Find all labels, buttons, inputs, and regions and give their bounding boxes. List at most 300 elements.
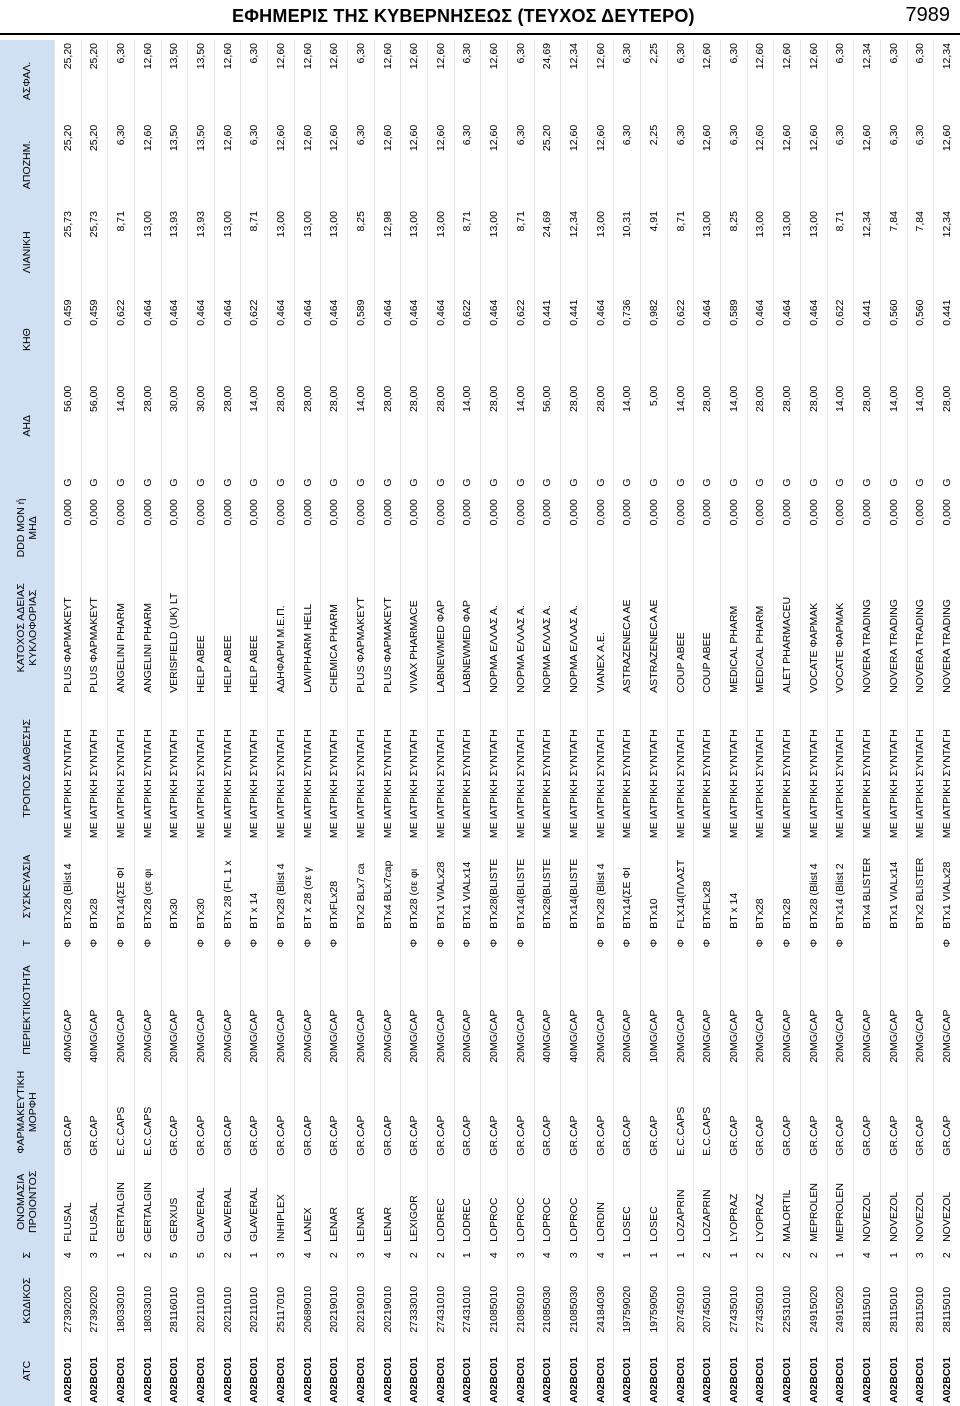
table-cell: 24184030 — [594, 1285, 607, 1333]
table-cell: G — [567, 478, 580, 487]
table-cell: A02BC01 — [115, 1356, 128, 1403]
table-row — [880, 40, 907, 1406]
table-cell: A02BC01 — [727, 1356, 740, 1403]
table-cell: ΜΕ ΙΑΤΡΙΚΗ ΣΥΝΤΑΓΗ — [887, 729, 900, 839]
table-cell: 2,25 — [647, 43, 660, 64]
table-cell: NOVEZOL — [887, 1191, 900, 1242]
table-cell: 6,30 — [248, 124, 261, 146]
table-cell: 2 — [328, 1252, 341, 1259]
table-cell: 0,000 — [168, 499, 181, 526]
table-cell: Φ — [434, 938, 447, 948]
table-cell: LENAR — [381, 1206, 394, 1242]
table-cell: LOPROC — [541, 1197, 554, 1242]
table-cell: NOVERA TRADING — [914, 599, 927, 693]
table-cell: 19759050 — [647, 1285, 660, 1333]
table-cell: 28115010 — [887, 1286, 900, 1333]
table-cell: 20211010 — [221, 1286, 234, 1333]
table-cell: VIANEX A.E. — [594, 632, 607, 693]
table-cell: 13,00 — [701, 211, 714, 238]
table-cell: LANEX — [301, 1207, 314, 1242]
table-cell: 12,60 — [701, 43, 714, 70]
page-header — [0, 0, 960, 34]
table-cell: A02BC01 — [248, 1356, 261, 1403]
table-cell: 0,589 — [727, 299, 740, 326]
table-cell: 25,20 — [61, 124, 74, 152]
table-cell: 24915020 — [834, 1285, 847, 1333]
table-cell: 20745010 — [701, 1285, 714, 1333]
table-cell: 13,50 — [195, 43, 208, 70]
table-cell: 5 — [195, 1252, 208, 1259]
table-cell: E.C.CAPS — [674, 1106, 687, 1156]
table-cell: 56,00 — [541, 385, 554, 413]
table-cell: LODREC — [434, 1198, 447, 1242]
table-cell: GR.CAP — [408, 1115, 421, 1156]
table-cell: 0,589 — [354, 299, 367, 326]
table-cell: BTxFLx28 — [701, 880, 714, 929]
table-cell: G — [914, 478, 927, 487]
table-cell: 14,00 — [461, 385, 474, 413]
table-cell: BTx28(BLISTE — [488, 858, 501, 929]
table-cell: 6,30 — [834, 43, 847, 64]
table-cell — [374, 932, 401, 955]
table-cell: 21085030 — [567, 1285, 580, 1333]
table-cell: G — [248, 478, 261, 487]
table-cell: ΜΕ ΙΑΤΡΙΚΗ ΣΥΝΤΑΓΗ — [408, 729, 421, 839]
table-cell: LENAR — [354, 1206, 367, 1242]
table-cell: ΜΕ ΙΑΤΡΙΚΗ ΣΥΝΤΑΓΗ — [674, 729, 687, 839]
table-cell: GR.CAP — [61, 1115, 74, 1156]
table-cell: A02BC01 — [647, 1356, 660, 1403]
column-header: ΚΗΘ — [0, 297, 55, 383]
table-cell: 28,00 — [781, 385, 794, 413]
table-cell: 12,60 — [754, 124, 767, 152]
table-cell: 1 — [115, 1252, 128, 1259]
table-cell: Φ — [701, 938, 714, 948]
table-cell: GERTALGIN — [141, 1182, 154, 1242]
table-cell: 25,20 — [88, 124, 101, 152]
table-cell: A02BC01 — [488, 1356, 501, 1403]
table-cell: GR.CAP — [941, 1115, 954, 1156]
table-cell: 2 — [754, 1252, 767, 1259]
table-cell: ΝΟΡΜΑ ΕΛΛΑΣ Α. — [488, 605, 501, 693]
column-header: ΟΝΟΜΑΣΙΑ ΠΡΟΙΟΝΤΟΣ — [0, 1159, 55, 1245]
column-header — [0, 469, 55, 496]
table-cell: 0,622 — [115, 299, 128, 326]
column-header: ΑΗΔ — [0, 383, 55, 469]
table-cell: 27392020 — [88, 1285, 101, 1333]
table-cell: ΜΕ ΙΑΤΡΙΚΗ ΣΥΝΤΑΓΗ — [514, 729, 527, 839]
table-row — [321, 40, 348, 1406]
table-cell: 12,60 — [381, 43, 394, 70]
table-cell: 6,30 — [621, 124, 634, 146]
table-cell: 0,000 — [248, 499, 261, 526]
table-cell: G — [354, 478, 367, 487]
table-cell: 2 — [408, 1252, 421, 1259]
table-cell: BTx28(BLISTE — [541, 858, 554, 929]
table-cell: GLAVERAL — [221, 1187, 234, 1242]
table-cell: 20689010 — [301, 1285, 314, 1333]
table-cell: 12,60 — [567, 124, 580, 152]
table-cell: 0,464 — [195, 299, 208, 326]
table-cell: ΑΔΗΦΑΡΜ Μ.Ε.Π. — [274, 605, 287, 693]
table-cell: GR.CAP — [168, 1115, 181, 1156]
table-cell: ΜΕ ΙΑΤΡΙΚΗ ΣΥΝΤΑΓΗ — [488, 729, 501, 839]
table-cell: BTxFLx28 — [328, 880, 341, 929]
column-header: Τ — [0, 932, 55, 955]
column-header: ΣΥΣΚΕΥΑΣΙΑ — [0, 841, 55, 932]
table-cell: 13,50 — [195, 124, 208, 152]
table-cell: 25,20 — [541, 124, 554, 152]
table-row — [55, 40, 82, 1406]
table-cell: 8,25 — [727, 211, 740, 232]
table-cell: 13,00 — [754, 211, 767, 238]
table-cell: 5,00 — [647, 385, 660, 407]
table-cell: LOPROC — [514, 1197, 527, 1242]
table-cell: BTx1 VIALx14 — [461, 861, 474, 929]
table-cell: 0,464 — [701, 299, 714, 326]
table-cell: 27435010 — [754, 1285, 767, 1333]
table-cell: A02BC01 — [274, 1356, 287, 1403]
table-cell: 14,00 — [514, 385, 527, 413]
table-cell: A02BC01 — [381, 1356, 394, 1403]
table-cell: 0,000 — [647, 499, 660, 526]
table-cell: 0,464 — [408, 299, 421, 326]
table-cell: 0,000 — [301, 499, 314, 526]
table-cell: 28115010 — [941, 1286, 954, 1333]
gazette-title: ΕΦΗΜΕΡΙΣ ΤΗΣ ΚΥΒΕΡΝΗΣΕΩΣ (ΤΕΥΧΟΣ ΔΕΥΤΕΡΟ) — [232, 6, 695, 26]
table-cell: Φ — [594, 938, 607, 948]
table-cell: ΜΕ ΙΑΤΡΙΚΗ ΣΥΝΤΑΓΗ — [354, 729, 367, 839]
table-cell: Φ — [221, 938, 234, 948]
table-cell: ΜΕ ΙΑΤΡΙΚΗ ΣΥΝΤΑΓΗ — [727, 729, 740, 839]
table-cell: G — [274, 478, 287, 487]
table-cell: 28,00 — [807, 385, 820, 413]
table-cell: G — [221, 478, 234, 487]
table-cell: G — [141, 478, 154, 487]
table-cell: 3 — [514, 1252, 527, 1259]
table-cell: Φ — [488, 938, 501, 948]
table-row — [294, 40, 321, 1406]
table-cell: 30,00 — [168, 385, 181, 413]
table-cell: 0,000 — [434, 499, 447, 526]
table-cell: ΜΕ ΙΑΤΡΙΚΗ ΣΥΝΤΑΓΗ — [647, 729, 660, 839]
table-cell: 18033010 — [115, 1285, 128, 1333]
table-cell: 14,00 — [115, 385, 128, 413]
table-cell: A02BC01 — [887, 1356, 900, 1403]
table-cell: 40MG/CAP — [88, 1009, 101, 1063]
table-cell: 3 — [274, 1252, 287, 1259]
table-cell: GR.CAP — [328, 1115, 341, 1156]
table-cell: LODREC — [461, 1198, 474, 1242]
table-cell: ΜΕ ΙΑΤΡΙΚΗ ΣΥΝΤΑΓΗ — [701, 729, 714, 839]
table-cell: A02BC01 — [434, 1356, 447, 1403]
table-cell: 20MG/CAP — [461, 1009, 474, 1063]
table-cell: G — [674, 478, 687, 487]
table-cell: A02BC01 — [141, 1356, 154, 1403]
table-cell: MEPROLEN — [834, 1182, 847, 1242]
table-cell: 0,441 — [861, 299, 874, 326]
table-cell: 12,60 — [781, 124, 794, 152]
table-cell: 18033010 — [141, 1285, 154, 1333]
table-cell: GR.CAP — [727, 1115, 740, 1156]
table-cell: 13,93 — [168, 211, 181, 238]
table-row — [907, 40, 934, 1406]
table-cell: 0,441 — [941, 299, 954, 326]
table-cell: 27333010 — [408, 1285, 421, 1333]
table-row — [534, 40, 561, 1406]
table-cell: 12,60 — [488, 124, 501, 152]
table-cell: BTx28 — [781, 898, 794, 929]
table-cell: HELP ABEE — [221, 635, 234, 693]
table-cell: 12,60 — [381, 124, 394, 152]
table-cell: Φ — [807, 938, 820, 948]
table-cell: 0,000 — [807, 499, 820, 526]
table-cell: G — [381, 478, 394, 487]
table-cell: 25,20 — [88, 43, 101, 70]
table-cell: G — [61, 478, 74, 487]
table-cell: 12,60 — [274, 43, 287, 70]
table-cell: G — [781, 478, 794, 487]
table-cell: A02BC01 — [354, 1356, 367, 1403]
table-cell: 0,000 — [61, 499, 74, 526]
table-row — [214, 40, 241, 1406]
table-row — [134, 40, 161, 1406]
table-cell: 20211010 — [195, 1286, 208, 1333]
table-cell: 2 — [434, 1252, 447, 1259]
table-cell: 20MG/CAP — [914, 1009, 927, 1063]
table-cell: Φ — [61, 938, 74, 948]
table-cell: 2 — [941, 1252, 954, 1259]
table-cell: 40MG/CAP — [567, 1009, 580, 1063]
table-cell: Φ — [461, 938, 474, 948]
table-cell — [880, 932, 907, 955]
table-row — [507, 40, 534, 1406]
table-cell: 24,69 — [541, 43, 554, 70]
table-cell: 21085010 — [488, 1285, 501, 1333]
table-cell: GERXUS — [168, 1197, 181, 1242]
table-cell: VIVAX PHARMACE — [408, 600, 421, 693]
table-cell: 28115010 — [861, 1286, 874, 1333]
table-cell: 21085010 — [514, 1285, 527, 1333]
table-cell: G — [887, 478, 900, 487]
table-cell: Φ — [88, 938, 101, 948]
table-cell: G — [594, 478, 607, 487]
table-cell: 0,464 — [807, 299, 820, 326]
table-cell: G — [834, 478, 847, 487]
table-cell: 0,000 — [727, 499, 740, 526]
table-cell: 1 — [248, 1252, 261, 1259]
table-cell: A02BC01 — [754, 1356, 767, 1403]
table-cell: 27431010 — [461, 1285, 474, 1333]
table-cell: ΜΕ ΙΑΤΡΙΚΗ ΣΥΝΤΑΓΗ — [861, 729, 874, 839]
table-cell: 25,73 — [88, 211, 101, 238]
table-row — [427, 40, 454, 1406]
table-cell: GR.CAP — [381, 1115, 394, 1156]
table-cell: GLAVERAL — [195, 1187, 208, 1242]
table-cell: 28,00 — [434, 385, 447, 413]
table-cell: GR.CAP — [274, 1115, 287, 1156]
table-cell: 6,30 — [115, 43, 128, 64]
table-row — [854, 40, 881, 1406]
table-cell: ΜΕ ΙΑΤΡΙΚΗ ΣΥΝΤΑΓΗ — [301, 729, 314, 839]
table-cell: 12,98 — [381, 211, 394, 238]
table-cell: 21085030 — [541, 1285, 554, 1333]
table-cell: Φ — [141, 938, 154, 948]
table-cell: 12,60 — [781, 43, 794, 70]
table-cell: 20MG/CAP — [274, 1009, 287, 1063]
table-cell: NOVERA TRADING — [941, 599, 954, 693]
table-row — [934, 40, 960, 1406]
table-cell: 2 — [141, 1252, 154, 1259]
table-cell: BTx14(ΣΕ ΦΙ — [115, 867, 128, 929]
column-header: ΤΡΟΠΟΣ ΔΙΑΘΕΣΗΣ — [0, 696, 55, 841]
table-cell: 0,000 — [834, 499, 847, 526]
table-cell: 14,00 — [834, 385, 847, 413]
table-cell: 20MG/CAP — [141, 1009, 154, 1063]
table-cell: ΜΕ ΙΑΤΡΙΚΗ ΣΥΝΤΑΓΗ — [248, 729, 261, 839]
table-cell: 0,441 — [567, 299, 580, 326]
table-cell: 0,000 — [567, 499, 580, 526]
table-cell: 28,00 — [701, 385, 714, 413]
table-cell: ΜΕ ΙΑΤΡΙΚΗ ΣΥΝΤΑΓΗ — [754, 729, 767, 839]
table-cell: 13,00 — [488, 211, 501, 238]
table-cell: ASTRAZENECA AE — [621, 599, 634, 693]
table-header-row — [0, 40, 55, 1406]
table-cell: 28115010 — [914, 1286, 927, 1333]
table-cell: 12,60 — [701, 124, 714, 152]
table-cell: LYOPRAZ — [727, 1193, 740, 1242]
table-cell: LOSEC — [647, 1206, 660, 1242]
table-cell: BTx4 BLISTER — [861, 857, 874, 929]
table-cell: Φ — [408, 938, 421, 948]
table-cell: 12,60 — [141, 43, 154, 70]
table-cell: A02BC01 — [541, 1356, 554, 1403]
table-cell: 0,464 — [301, 299, 314, 326]
table-cell: G — [807, 478, 820, 487]
table-cell: ΜΕ ΙΑΤΡΙΚΗ ΣΥΝΤΑΓΗ — [274, 729, 287, 839]
table-cell: 3 — [567, 1252, 580, 1259]
table-cell: 0,000 — [328, 499, 341, 526]
table-cell: 20MG/CAP — [408, 1009, 421, 1063]
table-cell: 6,30 — [914, 43, 927, 64]
table-cell: 30,00 — [195, 385, 208, 413]
table-cell: 12,60 — [301, 43, 314, 70]
table-cell: A02BC01 — [168, 1356, 181, 1403]
table-cell: 0,000 — [488, 499, 501, 526]
table-cell: 12,34 — [941, 211, 954, 238]
table-cell: 12,60 — [274, 124, 287, 152]
table-cell: G — [88, 478, 101, 487]
table-cell: BTx14(BLISTE — [514, 858, 527, 929]
table-cell: 2 — [781, 1252, 794, 1259]
table-cell: BTx1 VIALx28 — [941, 861, 954, 929]
table-cell: 28,00 — [274, 385, 287, 413]
table-cell: 0,000 — [514, 499, 527, 526]
table-row — [481, 40, 508, 1406]
table-cell: 12,60 — [807, 124, 820, 152]
table-cell: 6,30 — [887, 43, 900, 64]
table-cell: 0,622 — [461, 299, 474, 326]
table-cell: ASTRAZENECA AE — [647, 599, 660, 693]
table-cell: BTx28 (Blist 4 — [61, 863, 74, 929]
table-cell: MEDICAL PHARM — [727, 605, 740, 693]
table-cell: 4 — [594, 1252, 607, 1259]
table-cell: VOCATE ΦΑΡΜΑΚ — [834, 602, 847, 693]
table-cell: 13,00 — [221, 211, 234, 238]
table-row — [614, 40, 641, 1406]
table-cell: 28,00 — [141, 385, 154, 413]
table-cell: ΜΕ ΙΑΤΡΙΚΗ ΣΥΝΤΑΓΗ — [88, 729, 101, 839]
table-cell: 28,00 — [381, 385, 394, 413]
table-cell: 0,000 — [754, 499, 767, 526]
table-cell: ΜΕ ΙΑΤΡΙΚΗ ΣΥΝΤΑΓΗ — [434, 729, 447, 839]
table-cell: 20MG/CAP — [514, 1009, 527, 1063]
table-cell: 0,464 — [488, 299, 501, 326]
table-cell: ΝΟΡΜΑ ΕΛΛΑΣ Α. — [514, 605, 527, 693]
table-cell: GR.CAP — [781, 1115, 794, 1156]
table-cell: BTx1 VIALx28 — [434, 861, 447, 929]
table-cell: 6,30 — [115, 124, 128, 146]
table-cell: 12,60 — [328, 43, 341, 70]
table-cell: 2 — [807, 1252, 820, 1259]
table-cell: 0,464 — [141, 299, 154, 326]
table-cell: 3 — [354, 1252, 367, 1259]
table-cell: 6,30 — [514, 124, 527, 146]
table-cell: 13,00 — [141, 211, 154, 238]
table-cell: GR.CAP — [195, 1115, 208, 1156]
table-cell: FLX14(ΠΛΑΣΤ — [674, 859, 687, 929]
table-cell: 27431010 — [434, 1285, 447, 1333]
table-cell: 20MG/CAP — [941, 1009, 954, 1063]
table-cell: 6,30 — [914, 124, 927, 146]
table-cell: Φ — [941, 938, 954, 948]
table-cell: GR.CAP — [834, 1115, 847, 1156]
table-cell: GR.CAP — [567, 1115, 580, 1156]
table-cell: ΜΕ ΙΑΤΡΙΚΗ ΣΥΝΤΑΓΗ — [594, 729, 607, 839]
table-cell: 20211010 — [248, 1286, 261, 1333]
table-cell: G — [701, 478, 714, 487]
table-cell — [721, 932, 748, 955]
table-cell: 19759020 — [621, 1285, 634, 1333]
table-cell: COUP ABEE — [701, 632, 714, 693]
table-cell: A02BC01 — [221, 1356, 234, 1403]
table-cell: 6,30 — [461, 43, 474, 64]
table-cell: 0,464 — [381, 299, 394, 326]
table-cell: 1 — [834, 1252, 847, 1259]
table-cell: PLUS ΦΑΡΜΑΚΕΥΤ — [88, 597, 101, 693]
table-cell: A02BC01 — [914, 1356, 927, 1403]
table-cell: A02BC01 — [195, 1356, 208, 1403]
table-cell: GR.CAP — [221, 1115, 234, 1156]
table-cell: BTx28 (Blist 4 — [807, 863, 820, 929]
table-cell: A02BC01 — [674, 1356, 687, 1403]
table-cell: 0,000 — [461, 499, 474, 526]
table-cell: 13,00 — [807, 211, 820, 238]
table-cell: 40MG/CAP — [61, 1009, 74, 1063]
table-cell: CHEMICA PHARM — [328, 604, 341, 693]
table-cell: 20MG/CAP — [754, 1009, 767, 1063]
table-cell: A02BC01 — [701, 1356, 714, 1403]
table-cell: 24915020 — [807, 1285, 820, 1333]
table-cell — [534, 932, 561, 955]
table-cell: 12,60 — [328, 124, 341, 152]
table-cell: 5 — [168, 1252, 181, 1259]
table-cell: BTx2 BLISTER — [914, 857, 927, 929]
table-cell: PLUS ΦΑΡΜΑΚΕΥΤ — [354, 597, 367, 693]
table-cell: 20219010 — [328, 1285, 341, 1333]
table-cell: 0,000 — [88, 499, 101, 526]
table-cell: 20MG/CAP — [834, 1009, 847, 1063]
